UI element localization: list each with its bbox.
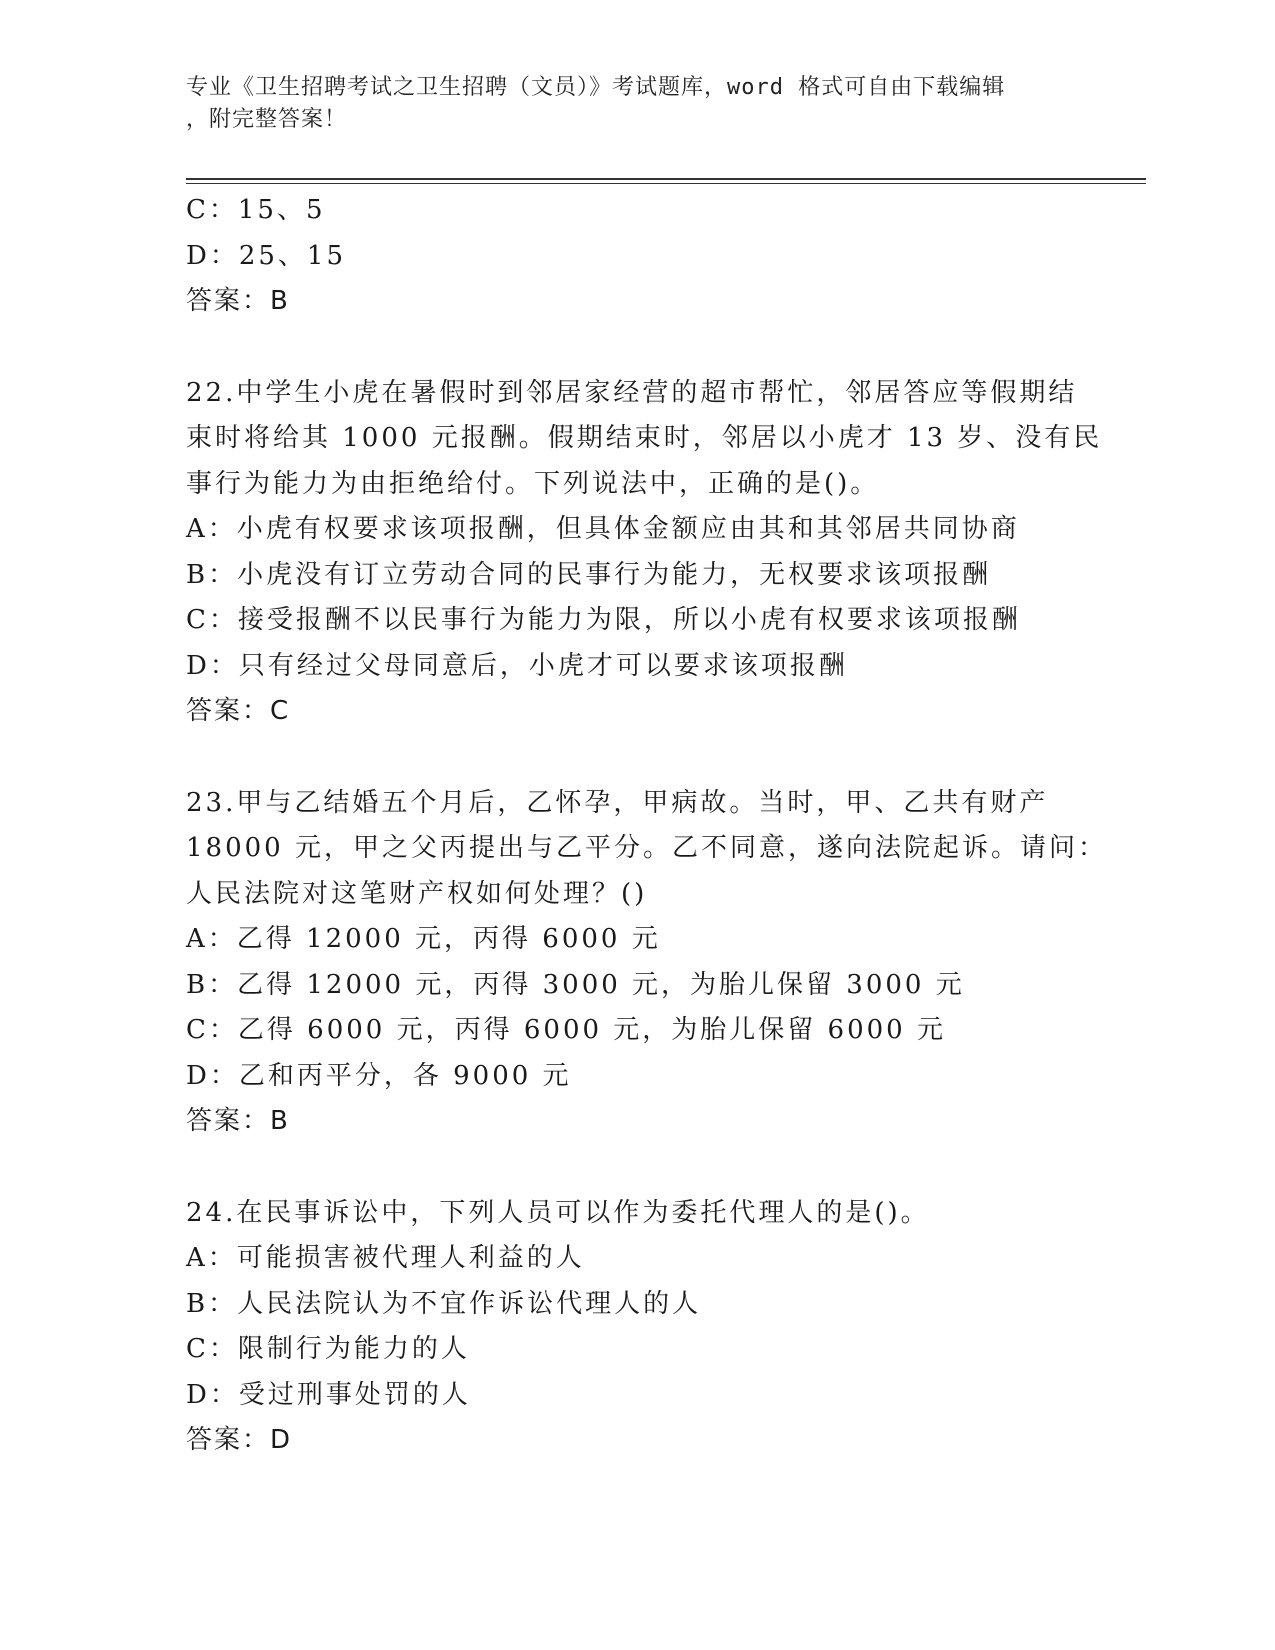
previous-question-tail bbox=[186, 188, 1086, 325]
option-d: D：受过刑事处罚的人 bbox=[186, 1379, 471, 1410]
question-24 bbox=[186, 1191, 1086, 1464]
option-c: C：限制行为能力的人 bbox=[186, 1334, 470, 1364]
question-text-line: 22.中学生小虎在暑假时到邻居家经营的超市帮忙，邻居答应等假期结 bbox=[186, 377, 1078, 408]
answer-line: 答案：B bbox=[186, 1106, 290, 1136]
option-b: B：乙得 12000 元，丙得 3000 元，为胎儿保留 3000 元 bbox=[186, 969, 965, 1000]
header-line-2: ，附完整答案！ bbox=[186, 107, 348, 132]
answer-line: 答案：B bbox=[186, 286, 290, 316]
question-text-line: 23.甲与乙结婚五个月后，乙怀孕，甲病故。当时，甲、乙共有财产 bbox=[186, 787, 1049, 818]
option-b: B：人民法院认为不宜作诉讼代理人的人 bbox=[186, 1288, 702, 1319]
question-text-line: 24.在民事诉讼中，下列人员可以作为委托代理人的是()。 bbox=[186, 1197, 930, 1228]
document-body bbox=[186, 188, 1107, 1464]
answer-line: 答案：D bbox=[186, 1425, 293, 1455]
document-header bbox=[186, 72, 1076, 136]
question-22 bbox=[186, 371, 1103, 735]
option-a: A：小虎有权要求该项报酬，但具体金额应由其和其邻居共同协商 bbox=[186, 514, 1020, 544]
option-c: C：接受报酬不以民事行为能力为限，所以小虎有权要求该项报酬 bbox=[186, 605, 1021, 635]
option-a: A：可能损害被代理人利益的人 bbox=[186, 1243, 585, 1273]
option-d: D：乙和丙平分，各 9000 元 bbox=[186, 1060, 572, 1091]
option-c: C：乙得 6000 元，丙得 6000 元，为胎儿保留 6000 元 bbox=[186, 1015, 946, 1045]
question-text-line: 事行为能力为由拒绝给付。下列说法中，正确的是()。 bbox=[186, 468, 880, 499]
option-d: D：只有经过父母同意后，小虎才可以要求该项报酬 bbox=[186, 650, 848, 681]
option-c: C：15、5 bbox=[186, 195, 326, 225]
question-text-line: 束时将给其 1000 元报酬。假期结束时，邻居以小虎才 13 岁、没有民 bbox=[186, 423, 1103, 453]
header-divider bbox=[186, 178, 1146, 180]
header-divider-thin bbox=[186, 183, 1146, 184]
option-d: D：25、15 bbox=[186, 240, 347, 271]
option-a: A：乙得 12000 元，丙得 6000 元 bbox=[186, 924, 661, 954]
option-b: B：小虎没有订立劳动合同的民事行为能力，无权要求该项报酬 bbox=[186, 559, 992, 590]
question-text-line: 人民法院对这笔财产权如何处理？() bbox=[186, 878, 648, 909]
answer-line: 答案：C bbox=[186, 696, 291, 726]
header-line-1: 专业《卫生招聘考试之卫生招聘（文员）》考试题库，word 格式可自由下载编辑 bbox=[186, 75, 1006, 100]
question-text-line: 18000 元，甲之父丙提出与乙平分。乙不同意，遂向法院起诉。请问： bbox=[186, 833, 1107, 863]
question-23 bbox=[186, 781, 1107, 1145]
